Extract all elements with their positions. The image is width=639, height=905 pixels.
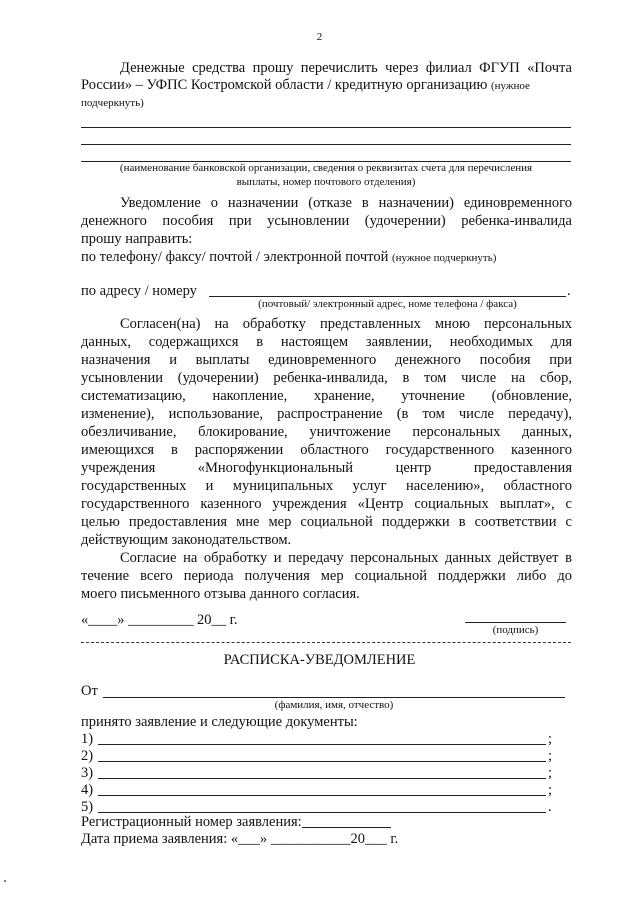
consent-line-11: государственного казенного учреждения «Центр социальных выплат», с xyxy=(81,496,572,512)
address-end-mark: . xyxy=(567,283,571,299)
consent-line-7: обезличивание, блокирование, уничтожение персональных данных, xyxy=(81,424,572,440)
receipt-from-label: От xyxy=(81,683,98,699)
notice-line-1: Уведомление о назначении (отказе в назначении) единовременного xyxy=(120,195,572,211)
address-fill-line[interactable] xyxy=(209,296,566,297)
receipt-item-line[interactable] xyxy=(98,744,546,745)
consent-line-4: усыновлении (удочерении) ребенка-инвалида, в том числе на сбор, xyxy=(81,370,572,386)
receipt-date-row xyxy=(81,831,398,848)
scan-speck xyxy=(4,880,6,882)
validity-line-3: моего письменного отзыва данного согласия. xyxy=(81,586,360,602)
cut-line xyxy=(81,642,571,643)
address-label: по адресу / номеру xyxy=(81,283,197,299)
consent-line-1: Согласен(на) на обработку представленных мною персональных xyxy=(120,316,572,332)
receipt-item-line[interactable] xyxy=(98,778,546,779)
receipt-item-num: 3) xyxy=(81,765,94,781)
bank-text-line-2-note: (нужное xyxy=(490,80,530,92)
registration-number-line[interactable] xyxy=(302,827,391,828)
receipt-item-line[interactable] xyxy=(98,761,546,762)
consent-line-6: изменение), использование, распространение (в том числе передачу), xyxy=(81,406,572,422)
receipt-item-num: 2) xyxy=(81,748,94,764)
receipt-item-line[interactable] xyxy=(98,812,546,813)
receipt-title: РАСПИСКА-УВЕДОМЛЕНИЕ xyxy=(223,652,416,668)
consent-line-8: имеющихся в распоряжении областного государственного казенного xyxy=(81,442,572,458)
validity-line-2: течение всего периода получения мер социальной поддержки либо до xyxy=(81,568,572,584)
signature-caption: (подпись) xyxy=(492,624,539,636)
receipt-date-field[interactable]: «___» ___________20___ г. xyxy=(230,831,399,847)
receipt-item-end: ; xyxy=(548,731,553,747)
notice-line-2: денежного пособия при усыновлении (удочерении) ребенка-инвалида xyxy=(81,213,572,229)
notice-line-3: прошу направить: xyxy=(81,231,193,247)
consent-line-13: действующим законодательством. xyxy=(81,532,292,548)
consent-line-10: государственных и муниципальных услуг населению», областного xyxy=(81,478,572,494)
consent-date-field[interactable]: «____» _________ 20__ г. xyxy=(81,612,238,628)
receipt-accepted-text: принято заявление и следующие документы: xyxy=(81,714,358,730)
receipt-item-end: ; xyxy=(548,765,553,781)
consent-line-2: данных, содержащихся в настоящем заявлении, необходимых для xyxy=(81,334,572,350)
validity-line-1: Согласие на обработку и передачу персональных данных действует в xyxy=(120,550,572,566)
receipt-item-num: 5) xyxy=(81,799,94,815)
receipt-from-line[interactable] xyxy=(103,697,565,698)
consent-line-9: учреждения «Многофункциональный центр предоставления xyxy=(81,460,572,476)
consent-line-3: назначения и выплаты единовременного денежного пособия при xyxy=(81,352,572,368)
receipt-item-num: 1) xyxy=(81,731,94,747)
bank-caption-line-2: выплаты, номер почтового отделения) xyxy=(236,176,416,188)
bank-fill-line-1[interactable] xyxy=(81,127,571,128)
registration-number-label: Регистрационный номер заявления: xyxy=(81,814,302,830)
receipt-date-label: Дата приема заявления: xyxy=(81,831,228,847)
receipt-item-line[interactable] xyxy=(98,795,546,796)
receipt-item-end: . xyxy=(548,799,552,815)
notice-delivery-note: (нужное подчеркнуть) xyxy=(391,252,497,264)
page-number: 2 xyxy=(316,31,323,43)
bank-text-line-2-main: России» – УФПС Костромской области / кредитную организацию xyxy=(81,77,488,93)
address-caption: (почтовый/ электронный адрес, номе телефона / факса) xyxy=(258,298,517,310)
bank-text-line-2 xyxy=(81,77,530,94)
signature-line[interactable] xyxy=(465,622,566,623)
notice-line-4 xyxy=(81,249,496,266)
receipt-item-end: ; xyxy=(548,782,553,798)
bank-caption-line-1: (наименование банковской организации, сведения о реквизитах счета для перечисления xyxy=(119,162,533,174)
notice-delivery-methods: по телефону/ факсу/ почтой / электронной почтой xyxy=(81,249,389,265)
receipt-item-end: ; xyxy=(548,748,553,764)
receipt-from-caption: (фамилия, имя, отчество) xyxy=(274,699,394,711)
bank-fill-line-2[interactable] xyxy=(81,144,571,145)
bank-text-line-1: Денежные средства прошу перечислить через филиал ФГУП «Почта xyxy=(120,60,572,76)
receipt-item-num: 4) xyxy=(81,782,94,798)
bank-text-line-3: подчеркнуть) xyxy=(81,97,144,109)
consent-line-12: целью предоставления мне мер социальной поддержки в соответствии с xyxy=(81,514,572,530)
consent-line-5: систематизацию, накопление, хранение, уточнение (обновление, xyxy=(81,388,572,404)
